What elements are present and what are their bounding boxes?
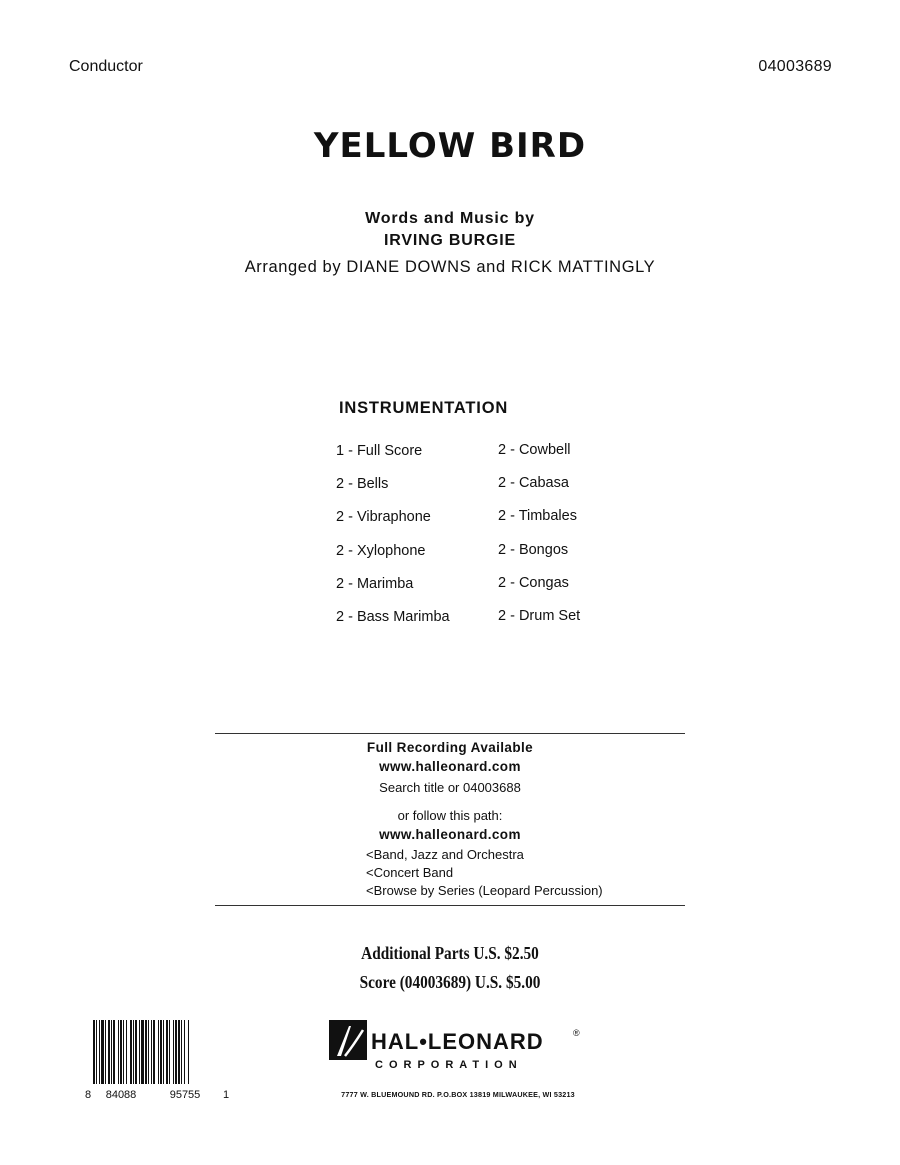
instrument-item: 2 - Congas: [498, 574, 569, 591]
publisher-name: HAL•LEONARD: [371, 1029, 544, 1054]
barcode-digit: 8: [85, 1089, 92, 1100]
path-step: <Band, Jazz and Orchestra: [366, 847, 524, 862]
catalog-number: 04003689: [758, 58, 832, 75]
barcode-digit: 1: [223, 1089, 230, 1100]
instrument-item: 2 - Vibraphone: [336, 509, 431, 526]
instrument-item: 2 - Drum Set: [498, 607, 581, 624]
additional-parts-price: Additional Parts U.S. $2.50: [361, 943, 539, 963]
recording-heading: Full Recording Available: [366, 740, 534, 755]
part-name: Conductor: [69, 58, 143, 75]
recording-url-path: www.halleonard.com: [379, 827, 521, 842]
instrument-item: 2 - Cowbell: [498, 442, 571, 458]
instrument-list-left: [336, 441, 450, 640]
instrument-item: 2 - Xylophone: [336, 542, 426, 559]
divider-top: [215, 733, 685, 734]
divider-bottom: [215, 905, 685, 906]
instrument-list-right: [498, 440, 580, 639]
words-music-credit: Words and Music by: [365, 210, 535, 227]
hal-leonard-logo: [327, 1016, 589, 1088]
arranger-credit: Arranged by DIANE DOWNS and RICK MATTINGLY: [244, 258, 656, 276]
recording-follow: or follow this path:: [397, 808, 503, 823]
publisher-address: 7777 W. BLUEMOUND RD. P.O.BOX 13819 MILWAUKEE, WI 53213: [341, 1090, 575, 1099]
song-title: YELLOW BIRD: [313, 126, 587, 166]
instrument-item: 2 - Bells: [336, 476, 389, 493]
instrument-item: 1 - Full Score: [336, 443, 423, 459]
recording-search: Search title or 04003688: [379, 780, 521, 795]
path-step: <Concert Band: [366, 865, 454, 880]
barcode-digit: 95755: [169, 1089, 201, 1100]
barcode-icon: [85, 1020, 231, 1100]
path-step: <Browse by Series (Leopard Percussion): [366, 883, 603, 898]
barcode-digit: 84088: [105, 1089, 137, 1100]
instrument-item: 2 - Bass Marimba: [336, 608, 450, 625]
instrument-item: 2 - Bongos: [498, 541, 569, 558]
instrument-item: 2 - Marimba: [336, 575, 414, 592]
publisher-corporation: CORPORATION: [375, 1059, 523, 1071]
score-price: Score (04003689) U.S. $5.00: [359, 972, 541, 992]
instrument-item: 2 - Cabasa: [498, 475, 569, 492]
composer-name: IRVING BURGIE: [384, 232, 516, 249]
recording-url: www.halleonard.com: [379, 759, 521, 774]
instrument-item: 2 - Timbales: [498, 508, 577, 525]
registered-mark: ®: [573, 1028, 580, 1038]
instrumentation-heading: INSTRUMENTATION: [339, 399, 509, 417]
